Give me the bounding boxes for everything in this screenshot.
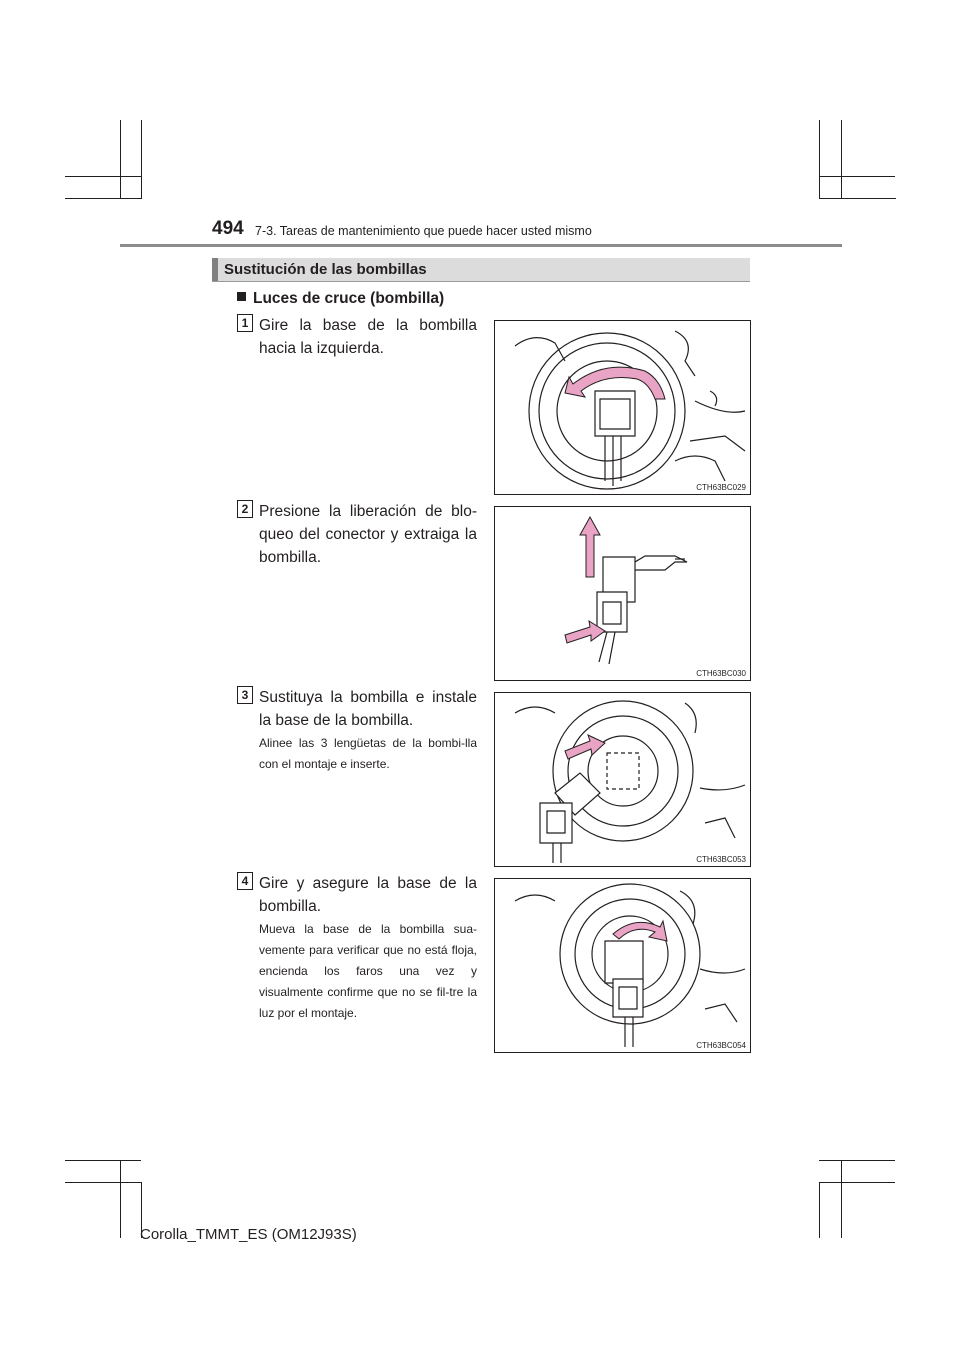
step-note-3: Alinee las 3 lengüetas de la bombi-lla con el montaje e inserte. [259,736,477,771]
step-text-1: Gire la base de la bombilla hacia la izquierda. [259,317,477,357]
section-title: Sustitución de las bombillas [224,261,427,278]
figure-step-1 [494,320,751,495]
figure-step-3 [494,692,751,867]
step-number-1: 1 [237,314,253,332]
bulb-insert-illustration [495,693,751,867]
bullet-square-icon [237,292,246,301]
step-number-3: 3 [237,686,253,704]
step-number-2: 2 [237,500,253,518]
figure-code: CTH63BC029 [696,483,746,492]
footer-text: Corolla_TMMT_ES (OM12J93S) [140,1226,357,1243]
figure-code: CTH63BC054 [696,1041,746,1050]
figure-step-4 [494,878,751,1053]
bulb-rotate-left-illustration [495,321,751,495]
figure-step-2 [494,506,751,681]
step-text-2: Presione la liberación de blo-queo del conector y extraiga la bombilla. [259,503,477,566]
connector-release-illustration [495,507,751,681]
step-note-4: Mueva la base de la bombilla sua-vemente para verificar que no está floja, encienda los faros una vez y visualmente confirme que no se fil-tre la luz por el montaje. [259,922,477,1020]
section-header [212,258,750,282]
step-text-3: Sustituya la bombilla e instale la base de la bombilla. [259,689,477,729]
subsection-title: Luces de cruce (bombilla) [253,290,445,307]
figure-code: CTH63BC053 [696,855,746,864]
bulb-rotate-secure-illustration [495,879,751,1053]
figure-code: CTH63BC030 [696,669,746,678]
header-rule [120,244,842,247]
step-text-4: Gire y asegure la base de la bombilla. [259,875,477,915]
step-number-4: 4 [237,872,253,890]
chapter-title: 7-3. Tareas de mantenimiento que puede hacer usted mismo [255,224,592,238]
page-number: 494 [212,218,244,239]
section-accent [212,258,218,281]
subsection-heading [237,290,444,308]
